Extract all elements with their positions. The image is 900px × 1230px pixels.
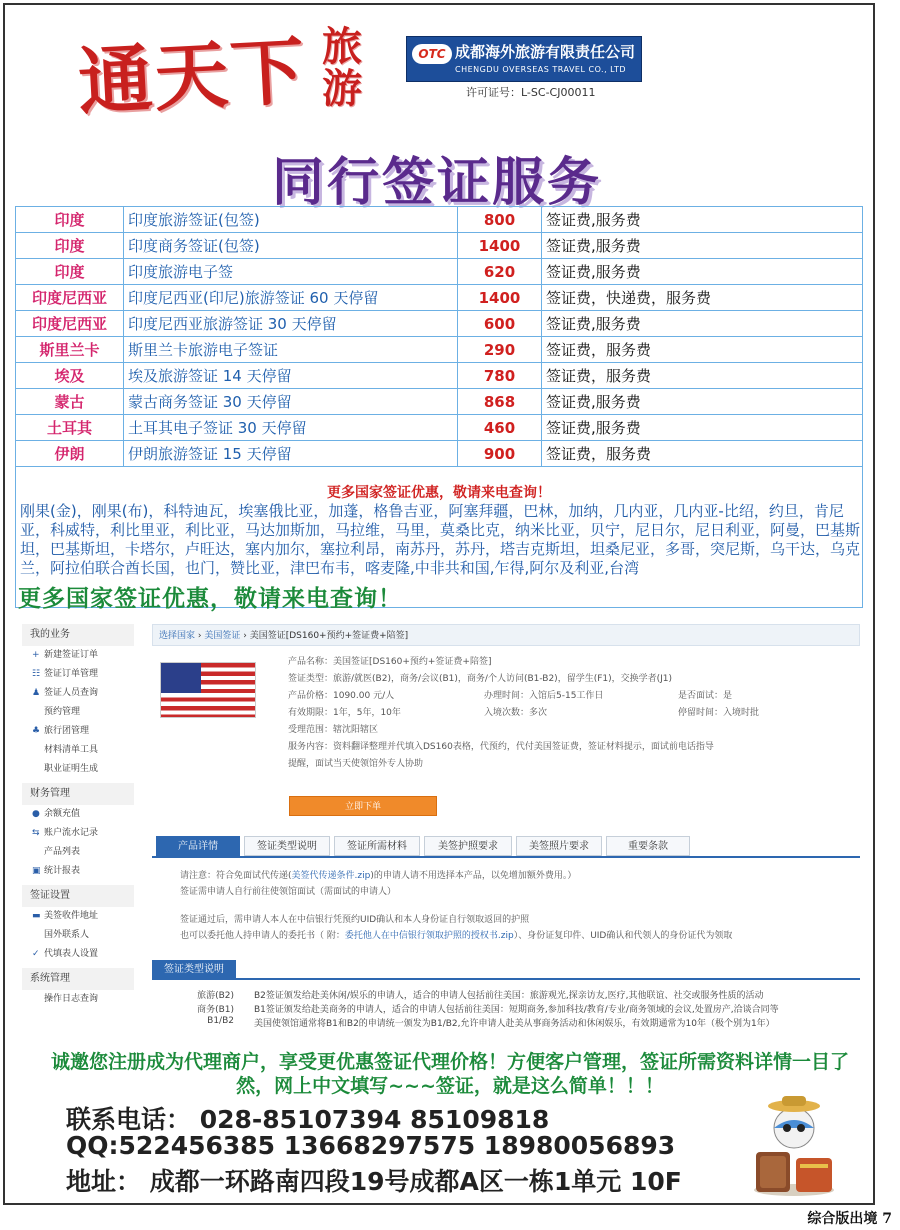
price-cell-country: 印度 [16,233,124,259]
price-cell-fee: 签证费,服务费 [542,311,863,337]
info-name: 产品名称：美国签证[DS160+预约+签证费+陪签] [288,657,492,667]
sidebar-item-label: 材料清单工具 [44,745,99,755]
info-type: 签证类型：旅游/就医(B2)，商务/会议(B1)，商务/个人访问(B1-B2)，留学生(F1)，交换学者(J1) [288,674,673,684]
info-entries: 入境次数：多次 [484,708,548,718]
price-cell-price: 900 [458,441,542,467]
sidebar-section: 系统管理 [22,968,134,990]
sidebar-item-icon: + [32,650,40,660]
breadcrumb-separator: › [197,631,205,641]
price-row [16,233,863,259]
sidebar-item[interactable] [22,926,134,945]
breadcrumb-select-country[interactable]: 选择国家 [159,631,196,641]
visa-type-row [152,1016,860,1030]
sidebar-item[interactable] [22,741,134,760]
info-row-validity [288,705,858,722]
contact-qq: QQ:522456385 13668297575 18980056893 [66,1131,676,1160]
price-cell-price: 780 [458,363,542,389]
traveler-illustration-icon [748,1094,840,1198]
sidebar [22,620,134,1030]
price-cell-price: 1400 [458,285,542,311]
price-cell-fee: 签证费，快递费，服务费 [542,285,863,311]
price-cell-country: 印度尼西亚 [16,311,124,337]
sidebar-item-icon: ♣ [32,726,41,736]
sidebar-item-icon: ✓ [32,949,40,959]
flag-canton [161,663,201,693]
page-title: 同行签证服务 [272,153,603,213]
sidebar-item-label: 签证人员查询 [44,688,99,698]
sidebar-item-icon: ▬ [32,911,41,921]
price-cell-price: 620 [458,259,542,285]
zip-download-link[interactable]: 美签代传递条件.zip [291,871,371,881]
promo-line-2: 然，网上中文填写~~~签证，就是这么简单！！！ [236,1075,664,1097]
tab-5[interactable]: 重要条款 [606,836,690,856]
price-cell-fee: 签证费,服务费 [542,259,863,285]
price-cell-country: 斯里兰卡 [16,337,124,363]
price-cell-country: 印度尼西亚 [16,285,124,311]
product-tabs [152,836,860,858]
price-row [16,389,863,415]
more-countries-heading: 更多国家签证优惠，敬请来电查询！ [327,485,551,501]
sidebar-item-label: 美签收件地址 [44,911,99,921]
visa-type-desc: B2签证颁发给赴美休闲/娱乐的申请人，适合的申请人包括前往美国：旅游观光,探亲访友,医疗,其他联谊、社交或服务性质的活动 [254,991,764,1001]
company-name-en: CHENGDU OVERSEAS TRAVEL CO., LTD [455,65,627,74]
sidebar-item[interactable] [22,805,134,824]
visa-type-row [152,1002,860,1016]
sidebar-item[interactable] [22,990,134,1009]
visa-type-section-header [152,960,860,980]
price-cell-fee: 签证费,服务费 [542,389,863,415]
visa-type-key: 商务(B1) [197,1005,234,1015]
visa-type-desc: B1签证颁发给赴美商务的申请人，适合的申请人包括前往美国：短期商务,参加科技/教育/专业/商务领域的会议,处置房产,洽谈合同等 [254,1005,779,1015]
visa-type-key: B1/B2 [207,1016,234,1026]
license-number: 许可证号：L-SC-CJ00011 [466,86,596,99]
sidebar-item[interactable] [22,824,134,843]
main-pane [152,624,860,1030]
breadcrumb-us-visa[interactable]: 美国签证 [204,631,241,641]
price-row [16,311,863,337]
sidebar-item-icon: ● [32,809,40,819]
info-interview: 是否面试：是 [678,691,733,701]
sidebar-item-label: 余额充值 [44,809,81,819]
us-flag-icon [160,662,256,718]
price-cell-fee: 签证费，服务费 [542,441,863,467]
price-cell-product: 伊朗旅游签证 15 天停留 [124,441,458,467]
sidebar-item-label: 账户流水记录 [44,828,99,838]
sidebar-item-icon: ▣ [32,866,41,876]
info-validity: 有效期限：1年，5年，10年 [288,708,401,718]
promo-line-1: 诚邀您注册成为代理商户，享受更优惠签证代理价格！方便客户管理，签证所需资料详情一目了 [50,1051,849,1073]
price-cell-product: 印度旅游电子签 [124,259,458,285]
info-region: 受理范围：辖沈阳辖区 [288,725,379,735]
price-cell-product: 印度旅游签证(包签) [124,207,458,233]
sidebar-item-label: 签证订单管理 [44,669,99,679]
company-name-cn: 成都海外旅游有限责任公司 [455,43,636,61]
sidebar-item-label: 操作日志查询 [44,994,99,1004]
sidebar-item[interactable] [22,665,134,684]
contact-address: 地址： 成都一环路南四段19号成都A区一栋1单元 10F [66,1167,682,1196]
price-table [15,206,863,467]
info-service: 服务内容：资料翻译整理并代填入DS160表格，代预约，代付美国签证费，签证材料提示，面试前电话指导 [288,742,714,752]
price-cell-price: 290 [458,337,542,363]
note-line-2: 签证需申请人自行前往使领馆面试（需面试的申请人） [180,887,397,897]
company-badge: OTC [412,44,452,64]
product-info [288,654,858,773]
note-line-4 [180,928,860,941]
price-row [16,207,863,233]
price-cell-product: 印度尼西亚(印尼)旅游签证 60 天停留 [124,285,458,311]
country-list: 刚果(金)，刚果(布)，科特迪瓦，埃塞俄比亚，加蓬，格鲁吉亚，阿塞拜疆，巴林，加纳，几内亚，几内亚-比绍，约旦，肯尼亚，科威特，利比里亚，利比亚，马达加斯加，马拉维，马里，莫桑比克，纳米比亚，贝宁，尼日尔，尼日利亚，阿曼，巴基斯坦，巴基斯坦，卡塔尔，卢旺达，塞内加尔，塞拉利昂，南苏丹，苏丹，塔吉克斯坦，坦桑尼亚，多哥，突尼斯，乌干达，乌克兰，阿拉伯联合酋长国，也门，赞比亚，津巴布韦，喀麦隆,中非共和国,乍得,阿尔及利亚,台湾 [20,502,861,577]
visa-type-section-title: 签证类型说明 [152,960,236,980]
info-time: 办理时间：入馆后5-15工作日 [484,691,604,701]
price-table-body [16,207,863,467]
breadcrumb-current: 美国签证[DS160+预约+签证费+陪签] [249,631,409,641]
sidebar-item[interactable] [22,684,134,703]
tab-2[interactable]: 签证所需材料 [334,836,420,856]
price-cell-country: 土耳其 [16,415,124,441]
note-1c: )的申请人请不用选择本产品，以免增加额外费用。） [370,871,577,881]
price-cell-product: 土耳其电子签证 30 天停留 [124,415,458,441]
sidebar-section: 签证设置 [22,885,134,907]
sidebar-item-label: 预约管理 [44,707,81,717]
contact-phone: 联系电话： 028-85107394 85109818 [66,1105,550,1134]
sidebar-item-label: 职业证明生成 [44,764,99,774]
price-cell-fee: 签证费,服务费 [542,233,863,259]
sidebar-section: 财务管理 [22,783,134,805]
visa-type-row [152,988,860,1002]
sidebar-item[interactable] [22,646,134,665]
price-row [16,363,863,389]
note-line-3: 签证通过后，需申请人本人在中信银行凭预约UID确认和本人身份证自行领取返回的护照 [180,915,530,925]
brand-logo-small [322,23,364,112]
page-number: 综合版出境 7 [807,1211,892,1227]
more-countries-callout: 更多国家签证优惠，敬请来电查询！ [18,586,402,612]
price-cell-country: 印度 [16,207,124,233]
sidebar-item-label: 旅行团管理 [44,726,90,736]
visa-app-screenshot [22,620,862,1030]
info-row-price [288,688,858,705]
price-cell-fee: 签证费,服务费 [542,207,863,233]
price-cell-product: 印度尼西亚旅游签证 30 天停留 [124,311,458,337]
price-cell-price: 800 [458,207,542,233]
price-cell-fee: 签证费，服务费 [542,363,863,389]
sidebar-item-label: 新建签证订单 [44,650,99,660]
company-banner [406,36,642,82]
authorization-download-link[interactable]: 委托他人在中信银行领取护照的授权书.zip [344,931,514,941]
sidebar-item-label: 统计报表 [44,866,81,876]
tab-4[interactable]: 美签照片要求 [516,836,602,856]
price-cell-country: 伊朗 [16,441,124,467]
price-cell-fee: 签证费,服务费 [542,415,863,441]
sidebar-item[interactable] [22,760,134,779]
price-row [16,337,863,363]
tab-1[interactable]: 签证类型说明 [244,836,330,856]
more-countries-box [15,466,863,612]
note-1a: 请注意：符合免面试代传递( [180,871,292,881]
sidebar-item[interactable] [22,843,134,862]
order-now-button[interactable]: 立即下单 [289,796,437,816]
price-row [16,415,863,441]
breadcrumb-separator: › [243,631,250,641]
sidebar-item[interactable] [22,907,134,926]
price-cell-fee: 签证费，服务费 [542,337,863,363]
breadcrumb [152,624,860,646]
sidebar-item[interactable] [22,703,134,722]
sidebar-item-icon: ☷ [32,669,41,679]
price-cell-country: 印度 [16,259,124,285]
note-4c: ）、身份证复印件、UID确认和代领人的身份证代为领取 [513,931,733,941]
sidebar-item-label: 国外联系人 [44,930,90,940]
price-cell-price: 868 [458,389,542,415]
price-cell-product: 埃及旅游签证 14 天停留 [124,363,458,389]
sidebar-item[interactable] [22,862,134,881]
price-cell-price: 1400 [458,233,542,259]
price-cell-product: 印度商务签证(包签) [124,233,458,259]
price-cell-price: 460 [458,415,542,441]
info-stay: 停留时间：入境时批 [678,708,760,718]
price-row [16,259,863,285]
sidebar-item-label: 产品列表 [44,847,81,857]
promo-text [0,1050,900,1098]
sidebar-item-label: 代填表人设置 [44,949,99,959]
price-cell-price: 600 [458,311,542,337]
note-4a: 也可以委托他人持申请人的委托书（ 附： [180,931,345,941]
price-cell-product: 蒙古商务签证 30 天停留 [124,389,458,415]
sidebar-section: 我的业务 [22,624,134,646]
sidebar-item-icon: ♟ [32,688,41,698]
sidebar-item-icon: ⇆ [32,828,40,838]
tab-0[interactable]: 产品详情 [156,836,240,856]
visa-type-desc: 美国使领馆通常将B1和B2的申请统一颁发为B1/B2,允许申请人赴美从事商务活动和休闲娱乐，有效期通常为10年（极个别为1年） [254,1019,775,1029]
info-service-cont: 提醒，面试当天使领馆外专人协助 [288,759,424,769]
price-row [16,441,863,467]
sidebar-item[interactable] [22,722,134,741]
info-price: 产品价格：1090.00 元/人 [288,691,395,701]
price-cell-product: 斯里兰卡旅游电子签证 [124,337,458,363]
brand-logo: 通天下 [76,28,309,126]
visa-type-key: 旅游(B2) [197,991,234,1001]
sidebar-item[interactable] [22,945,134,964]
tab-3[interactable]: 美签护照要求 [424,836,512,856]
brand-logo-small-text: 旅游 [322,23,362,112]
price-cell-country: 埃及 [16,363,124,389]
price-row [16,285,863,311]
price-cell-country: 蒙古 [16,389,124,415]
note-line-1 [180,868,860,881]
